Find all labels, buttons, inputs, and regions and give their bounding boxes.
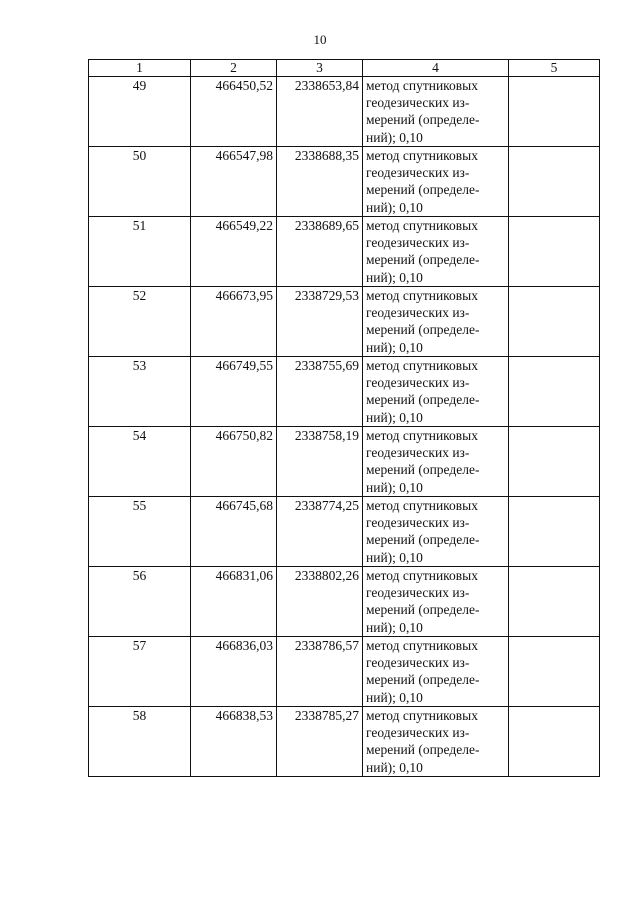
note-cell <box>509 567 600 637</box>
coordinates-table <box>88 59 600 777</box>
y-coordinate-cell: 2338786,57 <box>277 637 363 707</box>
y-coordinate-cell: 2338729,53 <box>277 287 363 357</box>
point-number-cell: 58 <box>89 707 191 777</box>
note-cell <box>509 357 600 427</box>
column-header-2: 2 <box>191 60 277 77</box>
table-row <box>89 637 600 707</box>
method-cell: метод спутниковых геодезических из- мерений (определе- ний); 0,10 <box>363 147 509 217</box>
method-cell: метод спутниковых геодезических из- мерений (определе- ний); 0,10 <box>363 637 509 707</box>
x-coordinate-cell: 466749,55 <box>191 357 277 427</box>
table-row <box>89 707 600 777</box>
note-cell <box>509 147 600 217</box>
table-row <box>89 217 600 287</box>
table-row <box>89 357 600 427</box>
point-number-cell: 50 <box>89 147 191 217</box>
column-header-4: 4 <box>363 60 509 77</box>
y-coordinate-cell: 2338785,27 <box>277 707 363 777</box>
table-row <box>89 77 600 147</box>
page-number: 10 <box>313 32 327 47</box>
table-row <box>89 567 600 637</box>
method-cell: метод спутниковых геодезических из- мерений (определе- ний); 0,10 <box>363 357 509 427</box>
x-coordinate-cell: 466750,82 <box>191 427 277 497</box>
column-header-3: 3 <box>277 60 363 77</box>
note-cell <box>509 497 600 567</box>
column-header-5: 5 <box>509 60 600 77</box>
table-row <box>89 497 600 567</box>
method-cell: метод спутниковых геодезических из- мерений (определе- ний); 0,10 <box>363 287 509 357</box>
y-coordinate-cell: 2338758,19 <box>277 427 363 497</box>
y-coordinate-cell: 2338802,26 <box>277 567 363 637</box>
point-number-cell: 55 <box>89 497 191 567</box>
y-coordinate-cell: 2338755,69 <box>277 357 363 427</box>
column-header-1: 1 <box>89 60 191 77</box>
header-row <box>89 60 600 77</box>
table-header <box>89 60 600 77</box>
x-coordinate-cell: 466547,98 <box>191 147 277 217</box>
x-coordinate-cell: 466549,22 <box>191 217 277 287</box>
table-row <box>89 147 600 217</box>
point-number-cell: 53 <box>89 357 191 427</box>
point-number-cell: 56 <box>89 567 191 637</box>
y-coordinate-cell: 2338653,84 <box>277 77 363 147</box>
x-coordinate-cell: 466831,06 <box>191 567 277 637</box>
x-coordinate-cell: 466673,95 <box>191 287 277 357</box>
x-coordinate-cell: 466836,03 <box>191 637 277 707</box>
note-cell <box>509 217 600 287</box>
x-coordinate-cell: 466838,53 <box>191 707 277 777</box>
note-cell <box>509 637 600 707</box>
point-number-cell: 52 <box>89 287 191 357</box>
method-cell: метод спутниковых геодезических из- мерений (определе- ний); 0,10 <box>363 77 509 147</box>
x-coordinate-cell: 466745,68 <box>191 497 277 567</box>
y-coordinate-cell: 2338774,25 <box>277 497 363 567</box>
point-number-cell: 51 <box>89 217 191 287</box>
point-number-cell: 57 <box>89 637 191 707</box>
point-number-cell: 49 <box>89 77 191 147</box>
method-cell: метод спутниковых геодезических из- мерений (определе- ний); 0,10 <box>363 217 509 287</box>
table-body <box>89 77 600 777</box>
y-coordinate-cell: 2338689,65 <box>277 217 363 287</box>
table-row <box>89 427 600 497</box>
note-cell <box>509 287 600 357</box>
point-number-cell: 54 <box>89 427 191 497</box>
note-cell <box>509 707 600 777</box>
note-cell <box>509 77 600 147</box>
method-cell: метод спутниковых геодезических из- мерений (определе- ний); 0,10 <box>363 497 509 567</box>
y-coordinate-cell: 2338688,35 <box>277 147 363 217</box>
note-cell <box>509 427 600 497</box>
method-cell: метод спутниковых геодезических из- мерений (определе- ний); 0,10 <box>363 707 509 777</box>
method-cell: метод спутниковых геодезических из- мерений (определе- ний); 0,10 <box>363 567 509 637</box>
table-row <box>89 287 600 357</box>
method-cell: метод спутниковых геодезических из- мерений (определе- ний); 0,10 <box>363 427 509 497</box>
x-coordinate-cell: 466450,52 <box>191 77 277 147</box>
